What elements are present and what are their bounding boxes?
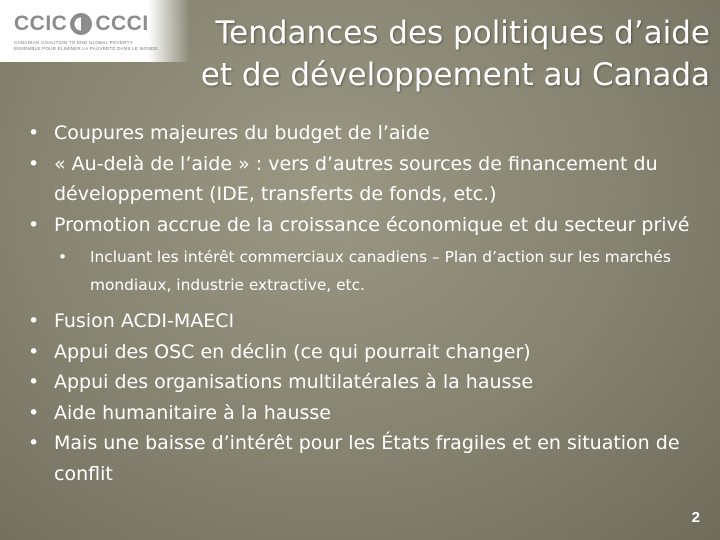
bullet-dot: • — [28, 432, 40, 454]
slide-content — [28, 118, 703, 489]
bullet-dot: • — [28, 152, 40, 175]
bullet-text: « Au-delà de l’aide » : vers d’autres sources de financement du développement (IDE, transferts de fonds, etc.) — [54, 152, 658, 205]
logo-tagline-fr: ENSEMBLE POUR ÉLIMINER LA PAUVRETÉ DANS LE MONDE — [14, 45, 158, 51]
bullet-text: Appui des organisations multilatérales à la hausse — [54, 371, 534, 393]
bullet-item — [28, 210, 703, 241]
bullet-dot: • — [28, 371, 40, 393]
bullet-dot: • — [28, 122, 40, 144]
logo-right-word: CCCI — [95, 12, 149, 35]
sub-bullet-item — [28, 243, 703, 299]
slide-title: Tendances des politiques d’aide et de développement au Canada — [200, 15, 710, 93]
bullet-item — [28, 118, 703, 149]
bullet-item — [28, 428, 703, 489]
bullet-text: Coupures majeures du budget de l’aide — [54, 122, 430, 144]
bullet-text: Mais une baisse d’intérêt pour les États fragiles et en situation de conflit — [54, 432, 680, 485]
ccic-ccci-logo — [0, 0, 190, 62]
bullet-text: Fusion ACDI-MAECI — [54, 310, 235, 332]
bullet-item — [28, 337, 703, 368]
bullet-item — [28, 398, 703, 429]
bullet-dot: • — [28, 340, 40, 363]
logo-tagline — [14, 40, 182, 51]
logo-emblem-icon — [69, 12, 93, 36]
logo-wordmark — [14, 9, 149, 39]
bullet-item — [28, 306, 703, 337]
bullet-text: Appui des OSC en déclin (ce qui pourrait changer) — [54, 340, 531, 363]
bullet-item — [28, 149, 703, 210]
bullet-text: Aide humanitaire à la hausse — [54, 401, 331, 424]
bullet-dot: • — [28, 310, 40, 332]
sub-bullet-text: Incluant les intérêt commerciaux canadiens – Plan d’action sur les marchés mondiaux, industrie extractive, etc. — [90, 248, 671, 294]
page-number: 2 — [691, 509, 700, 526]
logo-tagline-en: CANADIAN COALITION TO END GLOBAL POVERTY — [14, 40, 133, 45]
bullet-dot: • — [28, 401, 40, 424]
bullet-dot: • — [28, 213, 40, 236]
logo-left-word: CCIC — [14, 12, 68, 35]
bullet-item — [28, 367, 703, 398]
sub-bullet-dot: • — [58, 248, 68, 266]
bullet-text: Promotion accrue de la croissance économique et du secteur privé — [54, 213, 690, 236]
